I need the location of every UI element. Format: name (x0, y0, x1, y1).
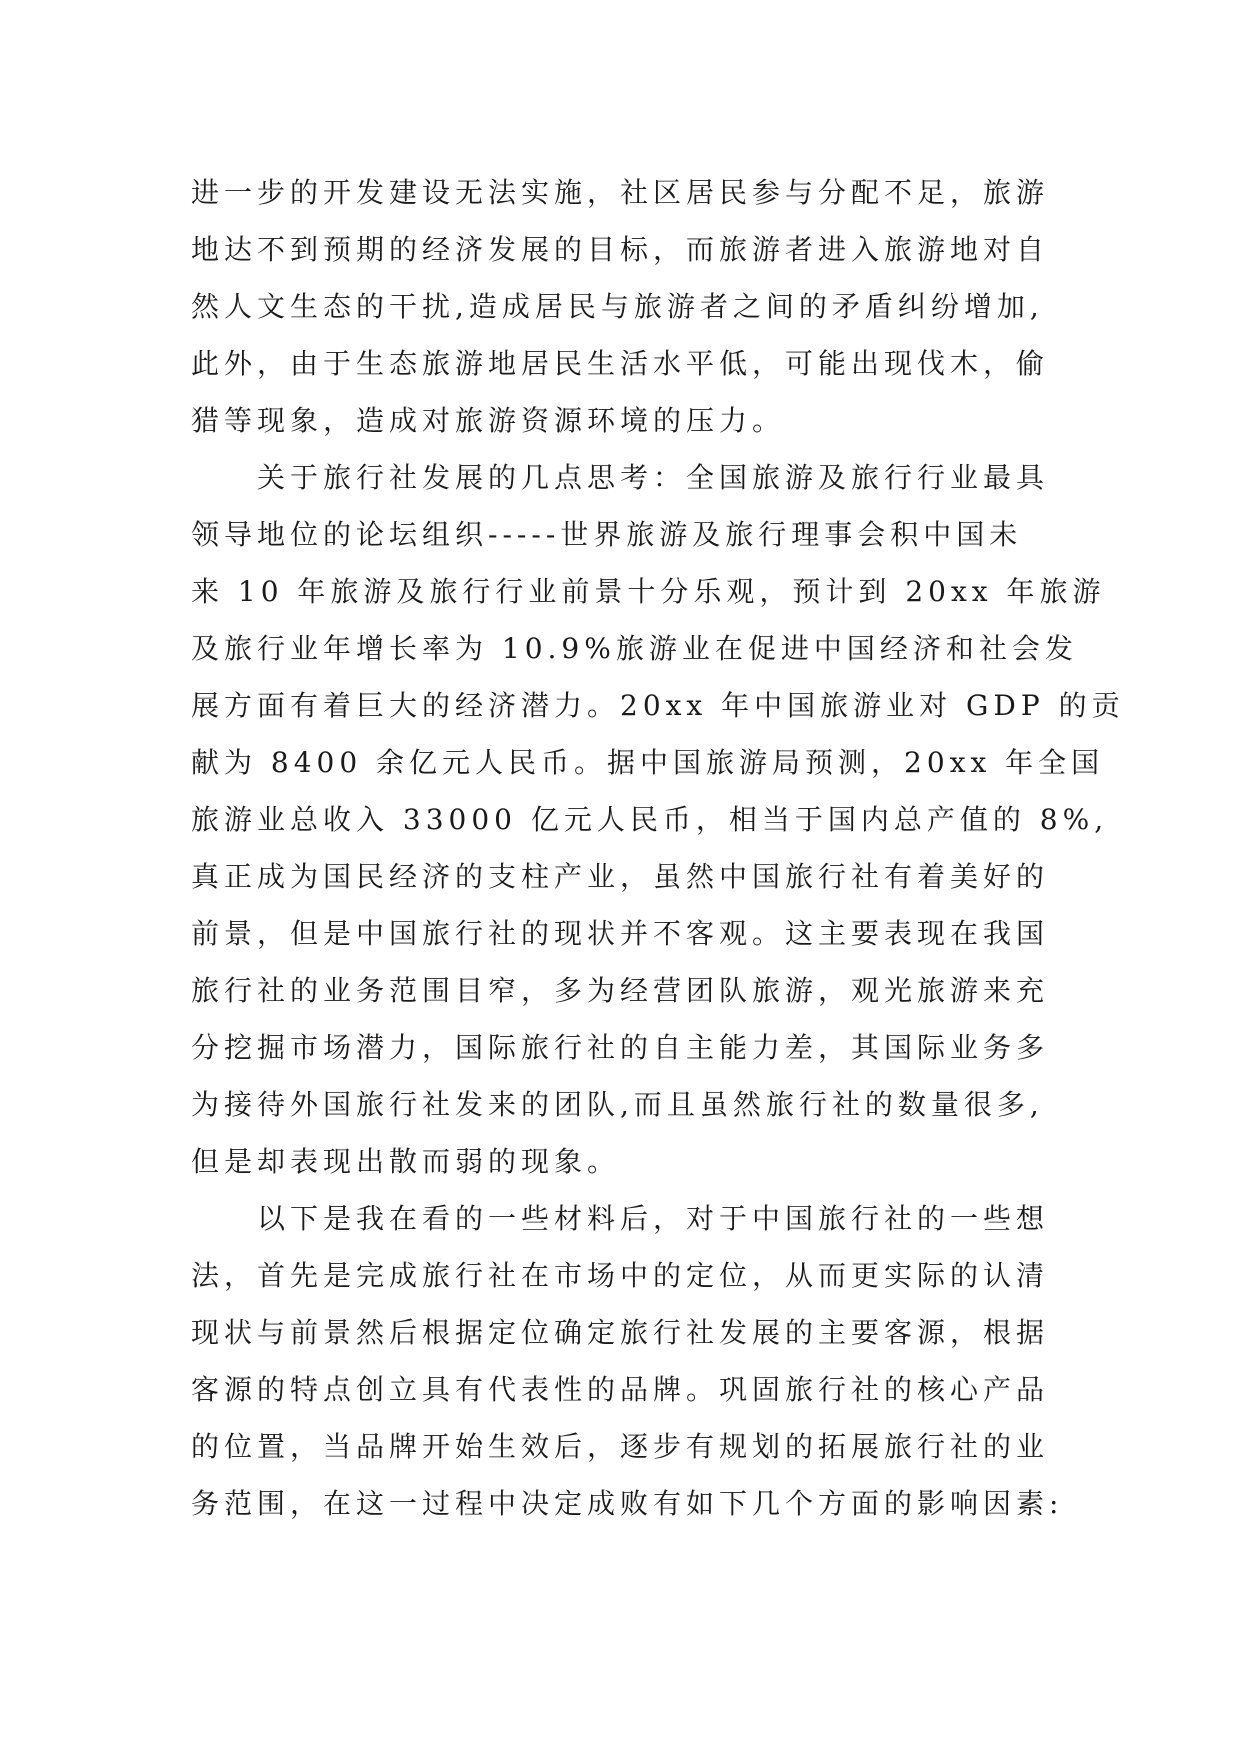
text-line: 但是却表现出散而弱的现象。 (191, 1145, 621, 1178)
text-line: 旅行社的业务范围目窄，多为经营团队旅游，观光旅游来充 (191, 974, 1050, 1007)
text-line: 猎等现象，造成对旅游资源环境的压力。 (191, 404, 786, 437)
text-line: 来 10 年旅游及旅行行业前景十分乐观，预计到 20xx 年旅游 (191, 575, 1106, 608)
text-line: 然人文生态的干扰,造成居民与旅游者之间的矛盾纠纷增加, (191, 290, 1044, 323)
text-line: 领导地位的论坛组织-----世界旅游及旅行理事会积中国未 (191, 518, 1023, 551)
text-line: 进一步的开发建设无法实施，社区居民参与分配不足，旅游 (191, 176, 1050, 209)
text-line: 客源的特点创立具有代表性的品牌。巩固旅行社的核心产品 (191, 1373, 1050, 1406)
text-line: 务范围，在这一过程中决定成败有如下几个方面的影响因素: (191, 1487, 1064, 1520)
text-line: 及旅行业年增长率为 10.9%旅游业在促进中国经济和社会发 (191, 632, 1078, 665)
text-line: 真正成为国民经济的支柱产业，虽然中国旅行社有着美好的 (191, 860, 1050, 893)
text-line: 的位置，当品牌开始生效后，逐步有规划的拓展旅行社的业 (191, 1430, 1050, 1463)
text-line: 法，首先是完成旅行社在市场中的定位，从而更实际的认清 (191, 1259, 1050, 1292)
text-line: 现状与前景然后根据定位确定旅行社发展的主要客源，根据 (191, 1316, 1050, 1349)
text-line: 此外，由于生态旅游地居民生活水平低，可能出现伐木，偷 (191, 347, 1050, 380)
paragraph-3 (191, 1190, 1071, 1532)
body-text (191, 164, 1125, 1532)
text-line: 献为 8400 余亿元人民币。据中国旅游局预测，20xx 年全国 (191, 746, 1105, 779)
text-line: 前景，但是中国旅行社的现状并不客观。这主要表现在我国 (191, 917, 1050, 950)
text-line: 地达不到预期的经济发展的目标，而旅游者进入旅游地对自 (191, 233, 1050, 266)
text-line: 为接待外国旅行社发来的团队,而且虽然旅行社的数量很多, (191, 1088, 1044, 1121)
text-line: 以下是我在看的一些材料后，对于中国旅行社的一些想 (257, 1202, 1050, 1235)
text-line: 分挖掘市场潜力，国际旅行社的自主能力差，其国际业务多 (191, 1031, 1050, 1064)
text-line: 展方面有着巨大的经济潜力。20xx 年中国旅游业对 GDP 的贡 (191, 689, 1125, 722)
paragraph-2 (191, 449, 1125, 1190)
text-line: 旅游业总收入 33000 亿元人民币，相当于国内总产值的 8%, (191, 803, 1109, 836)
text-line: 关于旅行社发展的几点思考：全国旅游及旅行行业最具 (257, 461, 1050, 494)
paragraph-1 (191, 164, 1071, 449)
